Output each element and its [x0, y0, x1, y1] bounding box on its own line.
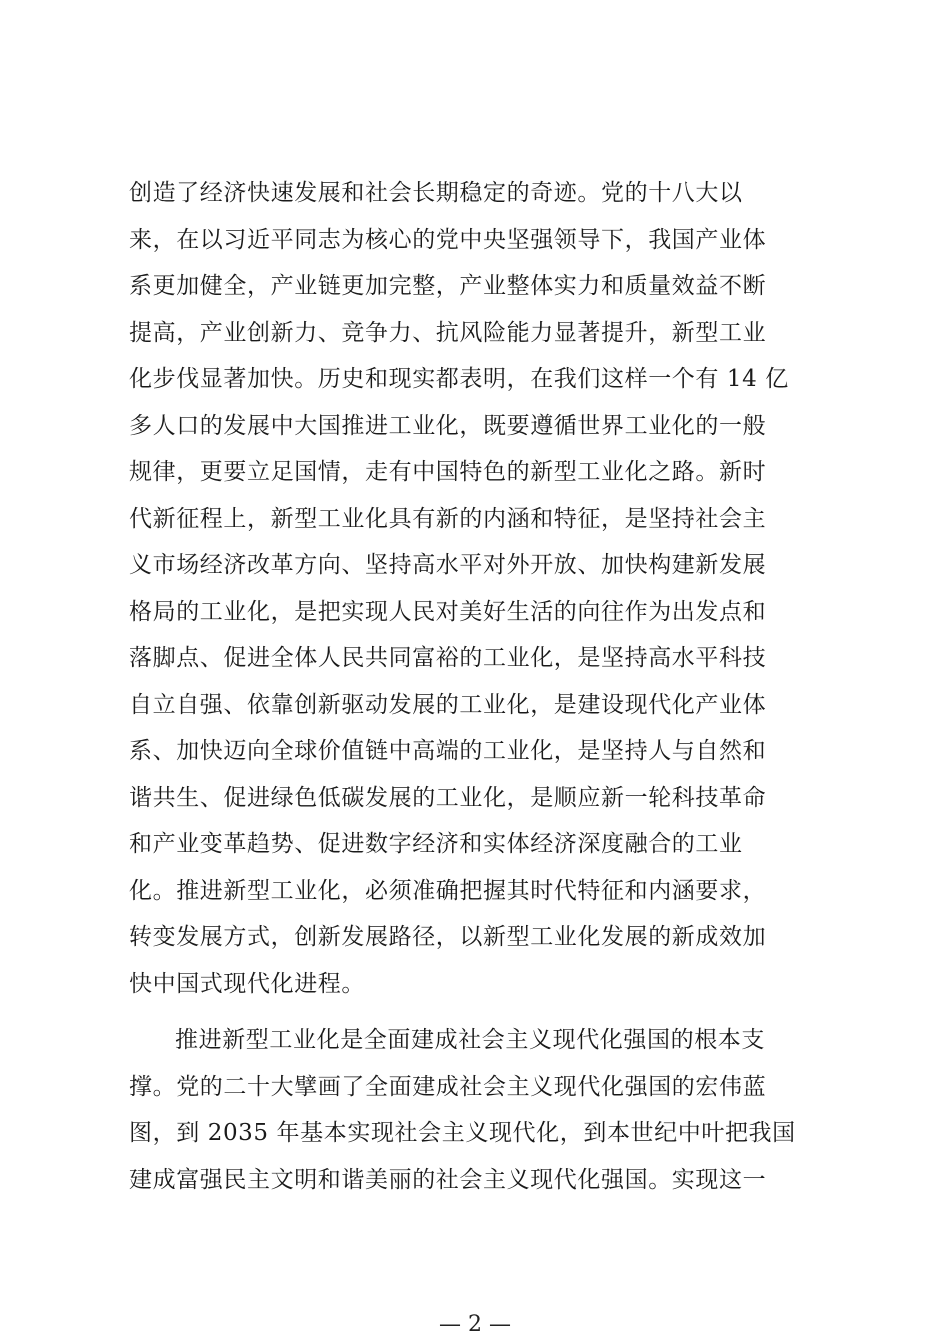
text-line: 义市场经济改革方向、坚持高水平对外开放、加快构建新发展: [129, 552, 767, 578]
text-line: 多人口的发展中大国推进工业化，既要遵循世界工业化的一般: [129, 412, 767, 439]
text-line: 系、加快迈向全球价值链中高端的工业化，是坚持人与自然和: [129, 738, 767, 764]
paragraph-spacer: [129, 1007, 829, 1017]
paragraph-1: [129, 170, 829, 1007]
text-line: 转变发展方式，创新发展路径，以新型工业化发展的新成效加: [129, 924, 767, 950]
text-line: 图，到 2035 年基本实现社会主义现代化，到本世纪中叶把我国: [129, 1120, 796, 1146]
text-line: 谐共生、促进绿色低碳发展的工业化，是顺应新一轮科技革命: [129, 784, 767, 811]
text-line: 推进新型工业化是全面建成社会主义现代化强国的根本支: [175, 1027, 765, 1053]
text-line: 系更加健全，产业链更加完整，产业整体实力和质量效益不断: [129, 273, 767, 299]
paragraph-2: [129, 1017, 829, 1203]
text-line: 化步伐显著加快。历史和现实都表明，在我们这样一个有 14 亿: [129, 366, 789, 392]
page-number: — 2 —: [439, 1312, 511, 1337]
text-line: 撑。党的二十大擘画了全面建成社会主义现代化强国的宏伟蓝: [129, 1073, 767, 1100]
text-line: 格局的工业化，是把实现人民对美好生活的向往作为出发点和: [129, 598, 767, 625]
text-line: 落脚点、促进全体人民共同富裕的工业化，是坚持高水平科技: [129, 645, 767, 671]
text-line: 来，在以习近平同志为核心的党中央坚强领导下，我国产业体: [129, 226, 767, 253]
text-line: 快中国式现代化进程。: [129, 970, 365, 997]
text-line: 提高，产业创新力、竞争力、抗风险能力显著提升，新型工业: [129, 319, 767, 346]
text-line: 规律，更要立足国情，走有中国特色的新型工业化之路。新时: [129, 459, 767, 485]
text-line: 化。推进新型工业化，必须准确把握其时代特征和内涵要求，: [129, 877, 767, 904]
body-text: [129, 170, 829, 1203]
text-line: 创造了经济快速发展和社会长期稳定的奇迹。党的十八大以: [129, 180, 743, 206]
text-line: 代新征程上，新型工业化具有新的内涵和特征，是坚持社会主: [129, 505, 767, 532]
text-line: 自立自强、依靠创新驱动发展的工业化，是建设现代化产业体: [129, 691, 767, 718]
text-line: 建成富强民主文明和谐美丽的社会主义现代化强国。实现这一: [129, 1166, 767, 1193]
text-line: 和产业变革趋势、促进数字经济和实体经济深度融合的工业: [129, 831, 743, 857]
